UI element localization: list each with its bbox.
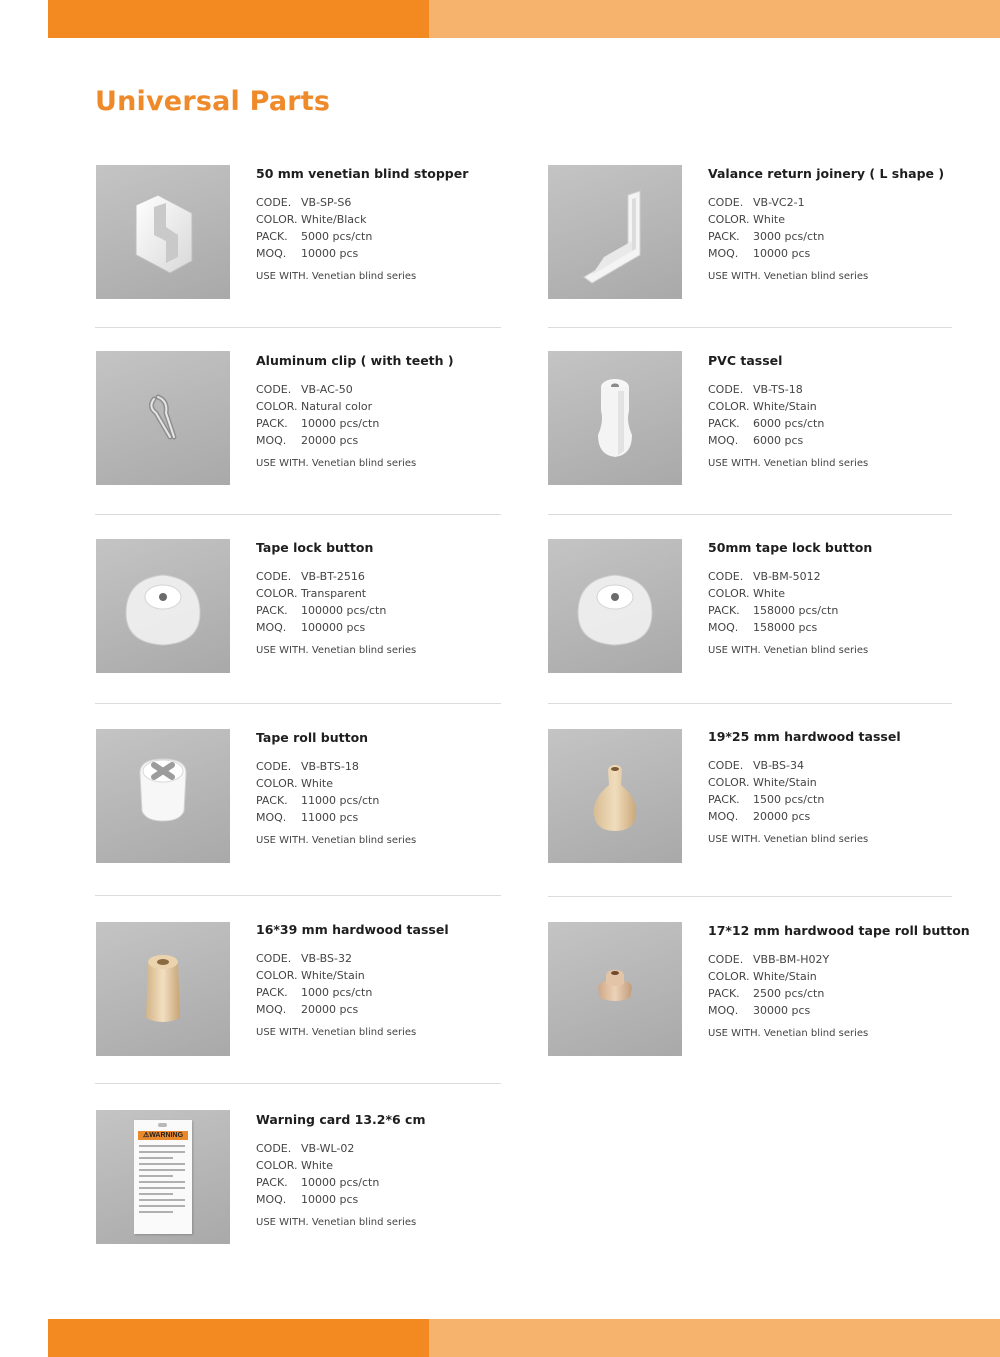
spec-use-with (708, 458, 998, 469)
spec-value: Natural color (301, 400, 373, 413)
spec-value: VB-BS-34 (753, 759, 804, 772)
product-name: Tape lock button (256, 540, 374, 555)
section-divider (95, 1083, 501, 1084)
product-info (256, 539, 546, 656)
product-name: Tape roll button (256, 730, 369, 745)
product-photo (548, 729, 682, 863)
spec-value: 100000 pcs (301, 621, 366, 634)
spec-value: 6000 pcs (753, 434, 804, 447)
spec-pack (256, 228, 546, 245)
product-info (256, 1111, 546, 1228)
spec-value: 20000 pcs (753, 810, 811, 823)
spec-label: COLOR. (708, 970, 750, 983)
spec-label: PACK. (256, 417, 288, 430)
wood-button-icon (548, 922, 682, 1056)
product-name: 17*12 mm hardwood tape roll button (708, 923, 970, 938)
spec-moq (256, 619, 546, 636)
spec-color (708, 774, 998, 791)
spec-label: MOQ. (256, 434, 287, 447)
section-divider (548, 327, 952, 328)
product-info (708, 539, 998, 656)
spec-value: VB-WL-02 (301, 1142, 355, 1155)
product-info (708, 728, 998, 845)
product-info (256, 921, 546, 1038)
spec-use-with (256, 1217, 546, 1228)
card-text-line (139, 1175, 173, 1177)
spec-value: 6000 pcs/ctn (753, 417, 825, 430)
spec-label: COLOR. (256, 777, 298, 790)
band-light-segment (429, 1319, 1000, 1357)
spec-use-with (256, 271, 546, 282)
product-name: 19*25 mm hardwood tassel (708, 729, 901, 744)
spec-use-with (708, 645, 998, 656)
spec-label: PACK. (708, 793, 740, 806)
spec-label: CODE. (256, 196, 292, 209)
product-info (256, 729, 546, 846)
spec-value: 100000 pcs/ctn (301, 604, 387, 617)
spec-moq (708, 808, 998, 825)
spec-code (708, 381, 998, 398)
spec-label: CODE. (256, 760, 292, 773)
spec-value: White/Stain (753, 776, 817, 789)
spec-pack (256, 602, 546, 619)
spec-value: 10000 pcs (753, 247, 811, 260)
spec-value: VB-BTS-18 (301, 760, 359, 773)
spec-label: MOQ. (708, 434, 739, 447)
spec-code (256, 568, 546, 585)
spec-color (708, 585, 998, 602)
product-photo (548, 922, 682, 1056)
spec-pack (708, 415, 998, 432)
spec-code (256, 381, 546, 398)
spec-code (256, 758, 546, 775)
product-info (708, 352, 998, 469)
spec-moq (256, 245, 546, 262)
spec-moq (708, 245, 998, 262)
spec-label: MOQ. (708, 1004, 739, 1017)
spec-pack (708, 985, 998, 1002)
product-photo (96, 729, 230, 863)
spec-label: USE WITH. (256, 1027, 309, 1038)
spec-label: CODE. (708, 953, 744, 966)
roll-button-icon (96, 729, 230, 863)
card-text-line (139, 1181, 185, 1183)
spec-value: Venetian blind series (763, 1028, 869, 1039)
spec-value: 1500 pcs/ctn (753, 793, 825, 806)
product-photo (96, 165, 230, 299)
spec-use-with (708, 1028, 998, 1039)
spec-value: 10000 pcs (301, 247, 359, 260)
spec-value: Venetian blind series (311, 1217, 417, 1228)
band-dark-segment (48, 1319, 429, 1357)
spec-label: COLOR. (256, 400, 298, 413)
spec-pack (256, 415, 546, 432)
spec-value: Venetian blind series (763, 458, 869, 469)
clip-icon (96, 351, 230, 485)
band-light-segment (429, 0, 1000, 38)
spec-value: White/Stain (753, 400, 817, 413)
spec-label: MOQ. (256, 1193, 287, 1206)
spec-label: MOQ. (256, 247, 287, 260)
spec-label: CODE. (708, 570, 744, 583)
product-photo (96, 539, 230, 673)
spec-value: VB-BT-2516 (301, 570, 365, 583)
spec-label: CODE. (256, 952, 292, 965)
product-card (96, 351, 516, 491)
product-card (548, 922, 968, 1062)
spec-value: VB-SP-S6 (301, 196, 352, 209)
spec-label: USE WITH. (256, 458, 309, 469)
spec-value: White/Black (301, 213, 367, 226)
spec-label: MOQ. (256, 1003, 287, 1016)
card-text-line (139, 1157, 173, 1159)
spec-label: COLOR. (256, 587, 298, 600)
spec-color (256, 1157, 546, 1174)
card-text-line (139, 1169, 185, 1171)
spec-value: Venetian blind series (763, 645, 869, 656)
spec-label: USE WITH. (708, 458, 761, 469)
bottom-color-band (48, 1319, 1000, 1357)
spec-label: MOQ. (708, 621, 739, 634)
spec-moq (256, 432, 546, 449)
spec-value: 158000 pcs/ctn (753, 604, 839, 617)
spec-value: VB-BS-32 (301, 952, 352, 965)
spec-label: PACK. (256, 604, 288, 617)
band-dark-segment (48, 0, 429, 38)
spec-color (708, 398, 998, 415)
product-name: 50mm tape lock button (708, 540, 873, 555)
spec-value: VBB-BM-H02Y (753, 953, 830, 966)
spec-value: Venetian blind series (311, 645, 417, 656)
spec-label: COLOR. (256, 1159, 298, 1172)
wood-tassel-icon (548, 729, 682, 863)
section-divider (548, 896, 952, 897)
card-text-line (139, 1145, 185, 1147)
spec-moq (708, 1002, 998, 1019)
spec-moq (256, 1001, 546, 1018)
spec-pack (708, 602, 998, 619)
spec-color (708, 968, 998, 985)
spec-value: Venetian blind series (311, 835, 417, 846)
spec-label: USE WITH. (256, 271, 309, 282)
card-text-line (139, 1199, 185, 1201)
spec-value: White (753, 587, 785, 600)
spec-value: 1000 pcs/ctn (301, 986, 373, 999)
product-photo (548, 351, 682, 485)
wood-cylinder-icon (96, 922, 230, 1056)
spec-label: USE WITH. (708, 645, 761, 656)
spec-color (256, 775, 546, 792)
spec-label: MOQ. (256, 811, 287, 824)
spec-value: 11000 pcs (301, 811, 359, 824)
product-info (256, 165, 546, 282)
spec-value: 5000 pcs/ctn (301, 230, 373, 243)
product-name: Aluminum clip ( with teeth ) (256, 353, 454, 368)
spec-label: PACK. (708, 987, 740, 1000)
product-card (96, 1110, 516, 1250)
spec-value: 10000 pcs/ctn (301, 1176, 380, 1189)
top-color-band (48, 0, 1000, 38)
spec-value: White (753, 213, 785, 226)
spec-color (708, 211, 998, 228)
section-divider (95, 895, 501, 896)
card-text-line (139, 1187, 185, 1189)
spec-code (256, 950, 546, 967)
card-text-line (139, 1163, 185, 1165)
tassel-icon (548, 351, 682, 485)
spec-color (256, 211, 546, 228)
spec-value: White (301, 1159, 333, 1172)
product-name: 50 mm venetian blind stopper (256, 166, 469, 181)
spec-value: 20000 pcs (301, 434, 359, 447)
spec-label: USE WITH. (708, 834, 761, 845)
spec-label: USE WITH. (708, 271, 761, 282)
spec-code (256, 194, 546, 211)
product-photo (548, 539, 682, 673)
section-divider (95, 327, 501, 328)
warning-label: ⚠WARNING (138, 1131, 188, 1140)
spec-use-with (256, 458, 546, 469)
spec-label: PACK. (256, 230, 288, 243)
spec-value: White/Stain (301, 969, 365, 982)
spec-value: VB-VC2-1 (753, 196, 805, 209)
spec-pack (708, 791, 998, 808)
spec-pack (256, 984, 546, 1001)
product-photo (96, 1110, 230, 1244)
product-card (548, 539, 968, 679)
spec-label: COLOR. (708, 587, 750, 600)
card-hole (158, 1123, 167, 1127)
section-divider (95, 703, 501, 704)
spec-moq (708, 432, 998, 449)
card-text-line (139, 1211, 173, 1213)
product-photo (96, 351, 230, 485)
spec-value: 3000 pcs/ctn (753, 230, 825, 243)
product-card (96, 729, 516, 869)
spec-value: 20000 pcs (301, 1003, 359, 1016)
spec-value: Venetian blind series (763, 271, 869, 282)
spec-value: Venetian blind series (311, 271, 417, 282)
spec-label: PACK. (708, 230, 740, 243)
spec-color (256, 398, 546, 415)
card-text-line (139, 1151, 185, 1153)
product-card (548, 729, 968, 869)
spec-label: PACK. (708, 417, 740, 430)
product-info (708, 165, 998, 282)
spec-value: 11000 pcs/ctn (301, 794, 380, 807)
spec-label: CODE. (256, 570, 292, 583)
product-card (96, 165, 516, 305)
spec-label: PACK. (256, 794, 288, 807)
product-info (708, 922, 998, 1039)
warning-card-icon (134, 1120, 192, 1234)
spec-value: 2500 pcs/ctn (753, 987, 825, 1000)
spec-label: CODE. (256, 383, 292, 396)
product-name: Warning card 13.2*6 cm (256, 1112, 426, 1127)
spec-code (708, 951, 998, 968)
section-divider (548, 703, 952, 704)
spec-label: COLOR. (708, 776, 750, 789)
product-card (96, 539, 516, 679)
spec-label: USE WITH. (256, 645, 309, 656)
product-photo (548, 165, 682, 299)
spec-value: Venetian blind series (311, 1027, 417, 1038)
spec-label: PACK. (256, 986, 288, 999)
spec-value: VB-BM-5012 (753, 570, 821, 583)
card-text-line (139, 1193, 173, 1195)
spec-value: 10000 pcs (301, 1193, 359, 1206)
spec-moq (256, 809, 546, 826)
spec-value: White/Stain (753, 970, 817, 983)
spec-value: 30000 pcs (753, 1004, 811, 1017)
spec-value: Venetian blind series (311, 458, 417, 469)
card-text-line (139, 1205, 185, 1207)
spec-use-with (708, 834, 998, 845)
spec-value: 158000 pcs (753, 621, 818, 634)
spec-label: COLOR. (256, 969, 298, 982)
spec-pack (256, 792, 546, 809)
spec-label: USE WITH. (256, 835, 309, 846)
spec-color (256, 585, 546, 602)
spec-label: USE WITH. (708, 1028, 761, 1039)
l-bracket-icon (548, 165, 682, 299)
spec-value: Venetian blind series (763, 834, 869, 845)
spec-label: CODE. (708, 383, 744, 396)
spec-label: CODE. (256, 1142, 292, 1155)
spec-label: PACK. (256, 1176, 288, 1189)
spec-label: COLOR. (708, 400, 750, 413)
spec-label: MOQ. (708, 810, 739, 823)
spec-pack (256, 1174, 546, 1191)
spec-value: White (301, 777, 333, 790)
spec-value: Transparent (301, 587, 367, 600)
product-card (548, 351, 968, 491)
spec-moq (708, 619, 998, 636)
product-photo (96, 922, 230, 1056)
section-divider (548, 514, 952, 515)
spec-label: CODE. (708, 196, 744, 209)
spec-code (708, 568, 998, 585)
button-icon (96, 539, 230, 673)
spec-label: PACK. (708, 604, 740, 617)
spec-moq (256, 1191, 546, 1208)
spec-color (256, 967, 546, 984)
spec-code (256, 1140, 546, 1157)
product-name: PVC tassel (708, 353, 783, 368)
spec-code (708, 757, 998, 774)
spec-label: COLOR. (256, 213, 298, 226)
section-divider (95, 514, 501, 515)
spec-use-with (708, 271, 998, 282)
spec-label: MOQ. (256, 621, 287, 634)
spec-label: COLOR. (708, 213, 750, 226)
product-info (256, 352, 546, 469)
spec-value: 10000 pcs/ctn (301, 417, 380, 430)
spec-label: MOQ. (708, 247, 739, 260)
product-name: Valance return joinery ( L shape ) (708, 166, 945, 181)
spec-use-with (256, 835, 546, 846)
spec-label: USE WITH. (256, 1217, 309, 1228)
spec-use-with (256, 1027, 546, 1038)
button-icon (548, 539, 682, 673)
product-card (548, 165, 968, 305)
page-title: Universal Parts (95, 86, 331, 117)
spec-code (708, 194, 998, 211)
product-card (96, 922, 516, 1062)
spec-value: VB-AC-50 (301, 383, 353, 396)
product-name: 16*39 mm hardwood tassel (256, 922, 449, 937)
stopper-icon (96, 165, 230, 299)
spec-label: CODE. (708, 759, 744, 772)
spec-pack (708, 228, 998, 245)
spec-use-with (256, 645, 546, 656)
spec-value: VB-TS-18 (753, 383, 803, 396)
